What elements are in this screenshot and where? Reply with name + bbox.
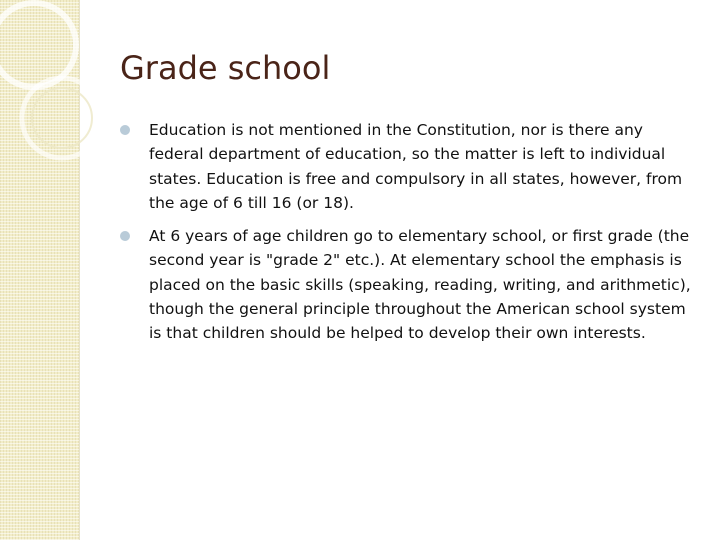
slide-title: Grade school [120,49,331,87]
bullet-item [120,224,692,345]
ring-decoration-icon [0,0,100,210]
bullet-text: Education is not mentioned in the Constitution, nor is there any federal department of education, so the matter is left to individual states. Education is free and compulsory in all states, however, from the age of 6 till 16 (or 18). [149,121,683,212]
bullet-dot-icon [120,231,130,241]
bullet-list [120,118,692,355]
bullet-text: At 6 years of age children go to elementary school, or first grade (the second year is "grade 2" etc.). At elementary school the emphasis is placed on the basic skills (speaking, reading, writing, and arithmetic), though the general principle throughout the American school system is that children should be helped to develop their own interests. [149,227,691,343]
bullet-item [120,118,692,215]
bullet-dot-icon [120,125,130,135]
